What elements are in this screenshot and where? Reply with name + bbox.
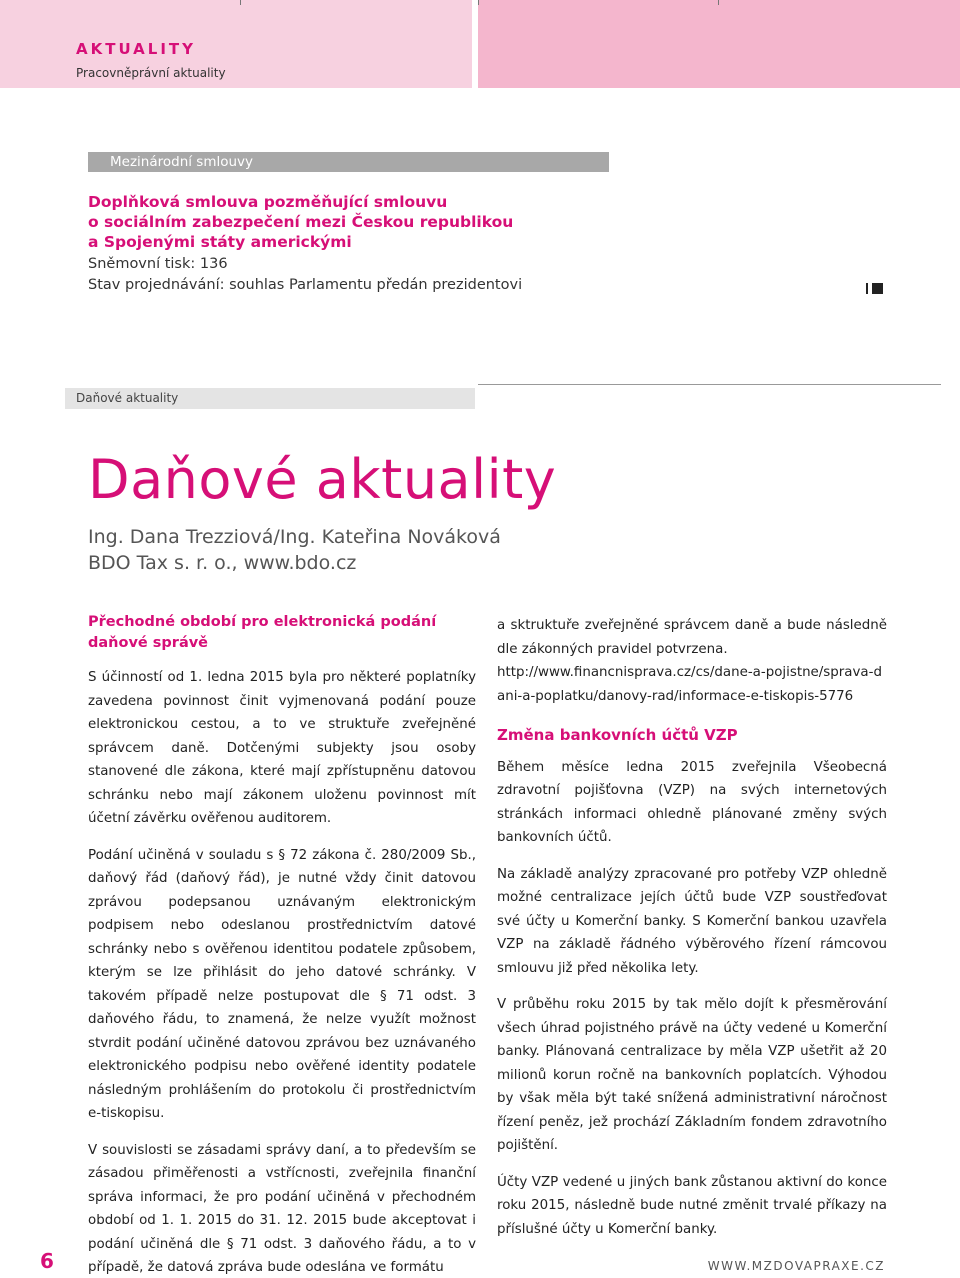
treaty-title <box>88 192 608 252</box>
paragraph: a sktruktuře zveřejněné správcem daně a bude následně dle zákonných pravidel potvrzena. <box>497 618 887 657</box>
source-link[interactable]: http://www.financnisprava.cz/cs/dane-a-pojistne/sprava-dani-a-poplatku/danovy-rad/informace-e-tiskopis-5776 <box>497 665 882 704</box>
article-heading: Přechodné období pro elektronická podání daňové správě <box>88 614 437 651</box>
paragraph: V průběhu roku 2015 by tak mělo dojít k přesměrování všech úhrad pojistného právě na účty vedené u Komerční banky. Plánovaná centralizace by měla VZP ušetřit až 20 milionů korun ročně na bankovních poplatcích. Výhodou by však měla být také snížená administrativní náročnost řízení peněz, jež prochází Základním fondem zdravotního pojištění. <box>497 997 887 1153</box>
treaty-status: Stav projednávání: souhlas Parlamentu předán prezidentovi <box>88 277 523 293</box>
treaty-title-line: o sociálním zabezpečení mezi Českou republikou <box>88 213 514 231</box>
section-bar: Daňové aktuality <box>65 388 475 409</box>
paragraph: Na základě analýzy zpracované pro potřeby VZP ohledně možné centralizace jejích účtů bude VZP soustřeďovat své účty u Komerční banky. S Komerční bankou uzavřela VZP na základě řádného výběrového řízení rámcovou smlouvu již před několika lety. <box>497 866 887 976</box>
paragraph: V souvislosti se zásadami správy daní, a to především se zásadou přiměřenosti a vstřícnosti, zveřejnila finanční správa informaci, že pro podání učiněná v přechodném období od 1. 1. 2015 do 31. 12. 2015 bude akceptovat i podání učiněná dle § 71 odst. 3 daňového řádu, a to v případě, že datová zpráva bude odeslána ve formátu <box>88 1142 476 1275</box>
crop-mark <box>718 0 719 5</box>
crop-mark <box>240 0 241 5</box>
treaty-print: Sněmovní tisk: 136 <box>88 256 228 272</box>
header-band-right <box>478 0 960 88</box>
header-band-left <box>0 0 472 88</box>
section-title: AKTUALITY <box>76 40 197 58</box>
authors <box>88 524 588 576</box>
column-right <box>497 614 887 1254</box>
paragraph: Během měsíce ledna 2015 zveřejnila Všeobecná zdravotní pojišťovna (VZP) na svých internetových stránkách informaci ohledně plánované změny svých bankovních účtů. <box>497 759 887 845</box>
category-bar: Mezinárodní smlouvy <box>88 152 609 172</box>
treaty-title-line: a Spojenými státy americkými <box>88 233 352 251</box>
treaty-title-line: Doplňková smlouva pozměňující smlouvu <box>88 193 448 211</box>
column-left <box>88 612 476 1278</box>
section-subtitle: Pracovněprávní aktuality <box>76 66 226 80</box>
footer-site-link[interactable]: WWW.MZDOVAPRAXE.CZ <box>707 1259 885 1273</box>
divider <box>478 384 941 385</box>
crop-mark <box>478 0 479 5</box>
paragraph: Podání učiněná v souladu s § 72 zákona č. 280/2009 Sb., daňový řád (daňový řád), je nutné vždy činit datovou zprávou podepsanou uznávaným elektronickým podpisem nebo odeslanou prostřednictvím datové schránky nebo s ověřenou identitou podatele způsobem, kterým se lze přihlásit do jeho datové schránky. V takovém případě nelze postupovat dle § 71 odst. 3 daňového řádu, to znamená, že nelze využít možnost stvrdit podání učiněné datovou zprávou bez uznávaného elektronického podpisu nebo ověřené identity podatele následným prohlášením do protokolu či prostřednictvím e-tiskopisu. <box>88 847 476 1121</box>
page-title: Daňové aktuality <box>88 448 557 511</box>
page-number: 6 <box>40 1249 54 1273</box>
paragraph: Účty VZP vedené u jiných bank zůstanou aktivní do konce roku 2015, následně bude nutné změnit trvalé příkazy na příslušné účty u Komerční banky. <box>497 1174 887 1237</box>
authors-names: Ing. Dana Trezziová/Ing. Kateřina Nováková <box>88 526 501 548</box>
article-heading: Změna bankovních účtů VZP <box>497 726 738 744</box>
paragraph: S účinností od 1. ledna 2015 byla pro některé poplatníky zavedena povinnost činit vyjmenovaná podání pouze elektronickou cestou, a to ve struktuře zveřejněné správcem daně. Dotčenými subjekty jsou osoby stanovené dle zákona, které mají zpřístupněnu datovou schránku nebo mají zákonem uloženu povinnost mít účetní závěrku ověřenou auditorem. <box>88 670 476 826</box>
authors-company: BDO Tax s. r. o., www.bdo.cz <box>88 552 357 574</box>
